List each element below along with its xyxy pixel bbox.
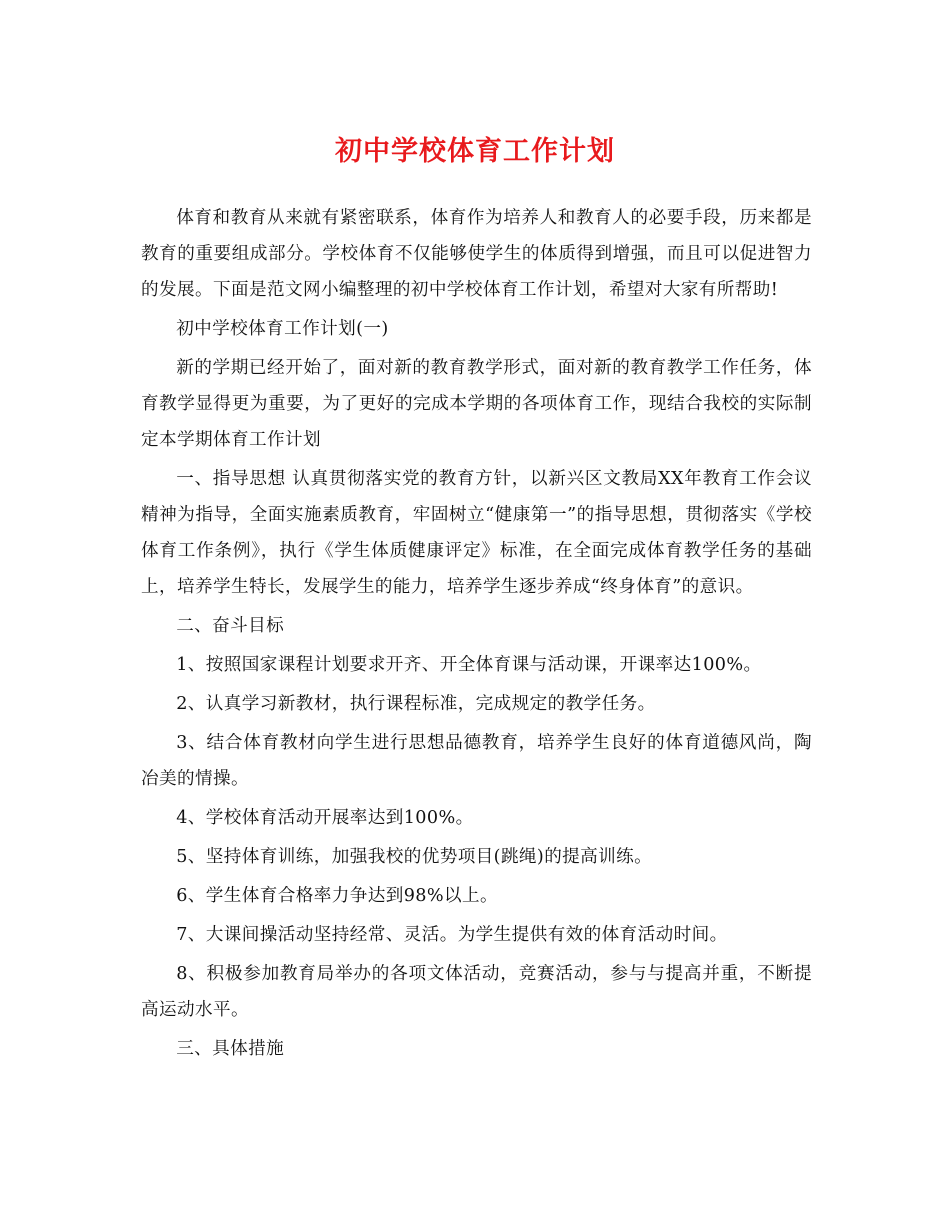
goal-item: 2、认真学习新教材，执行课程标准，完成规定的教学任务。 [176,694,656,714]
document-body [141,200,812,1067]
goal-item: 5、坚持体育训练，加强我校的优势项目(跳绳)的提高训练。 [176,847,653,867]
plan-intro-paragraph: 新的学期已经开始了，面对新的教育教学形式，面对新的教育教学工作任务，体育教学显得更为重要，为了更好的完成本学期的各项体育工作，现结合我校的实际制定本学期体育工作计划 [141,358,812,450]
intro-paragraph: 体育和教育从来就有紧密联系，体育作为培养人和教育人的必要手段，历来都是教育的重要组成部分。学校体育不仅能够使学生的体质得到增强，而且可以促进智力的发展。下面是范文网小编整理的初中学校体育工作计划，希望对大家有所帮助! [141,208,812,300]
section-heading-measures: 三、具体措施 [176,1039,285,1059]
goal-item: 4、学校体育活动开展率达到100%。 [176,808,474,828]
document-title: 初中学校体育工作计划 [335,136,615,167]
goal-item: 1、按照国家课程计划要求开齐、开全体育课与活动课，开课率达100%。 [176,655,762,675]
goal-item: 8、积极参加教育局举办的各项文体活动，竞赛活动，参与与提高并重，不断提高运动水平。 [141,964,812,1020]
section-heading-plan-one: 初中学校体育工作计划(一) [176,319,389,339]
section-heading-goals: 二、奋斗目标 [176,616,285,636]
goal-item: 6、学生体育合格率力争达到98%以上。 [176,886,498,906]
guiding-ideology-paragraph: 一、指导思想 认真贯彻落实党的教育方针，以新兴区文教局XX年教育工作会议精神为指导，全面实施素质教育，牢固树立“健康第一”的指导思想，贯彻落实《学校体育工作条例》，执行《学生体质健康评定》标准，在全面完成体育教学任务的基础上，培养学生特长，发展学生的能力，培养学生逐步养成“终身体育”的意识。 [141,469,812,597]
goal-item: 7、大课间操活动坚持经常、灵活。为学生提供有效的体育活动时间。 [176,925,728,945]
goal-item: 3、结合体育教材向学生进行思想品德教育，培养学生良好的体育道德风尚，陶冶美的情操。 [141,733,812,789]
